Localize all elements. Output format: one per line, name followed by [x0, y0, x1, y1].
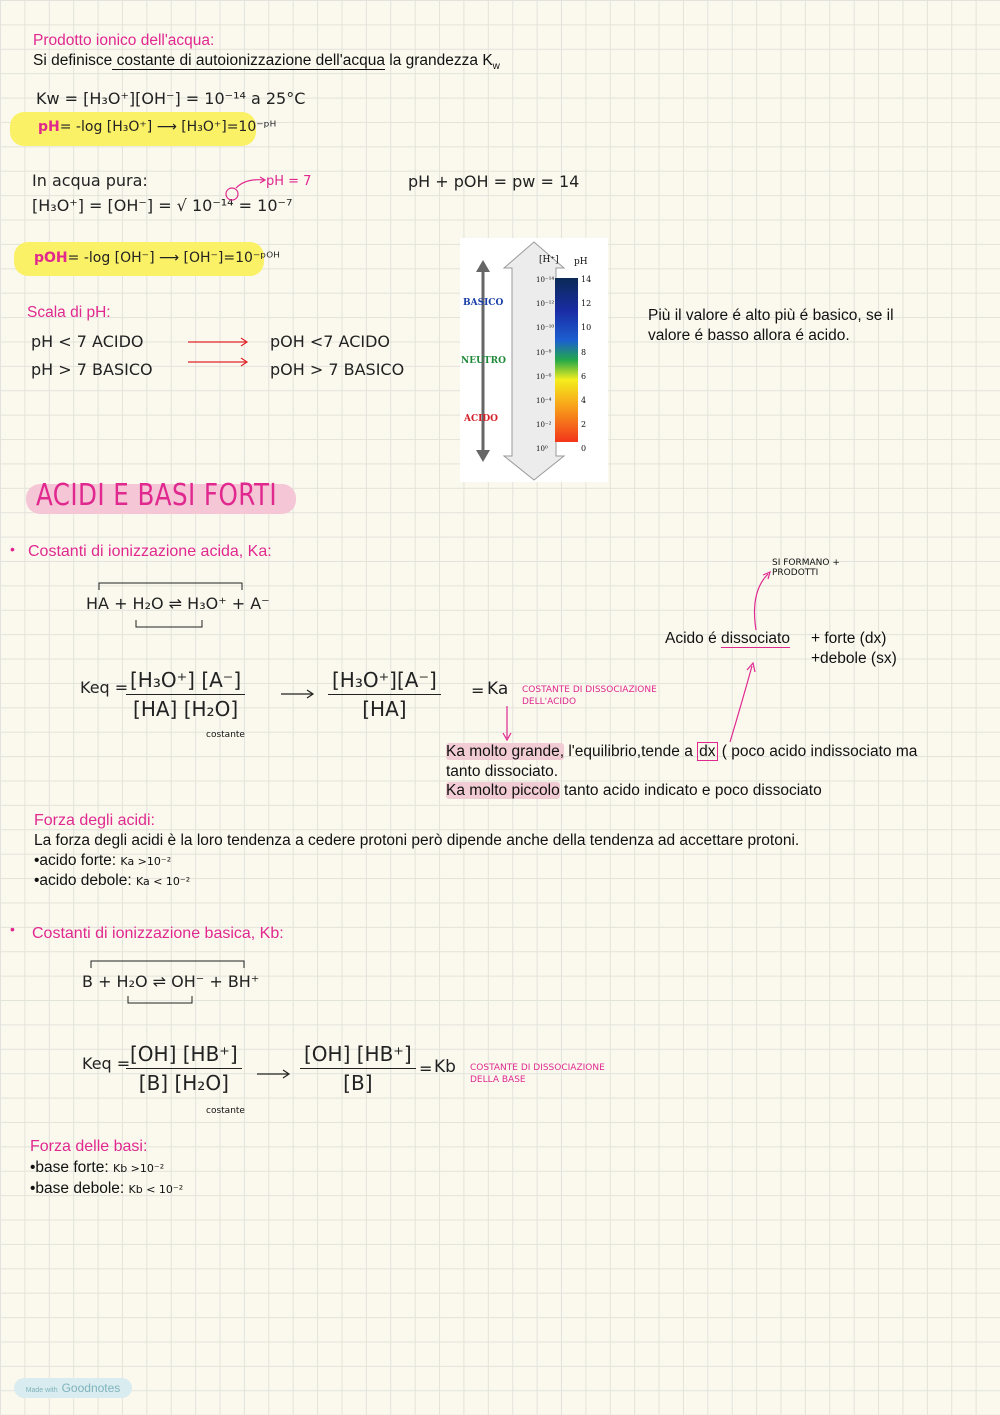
acid-strong-val: Ka >10⁻²	[120, 855, 172, 868]
ph-poh-sum: pH + pOH = pw = 14	[408, 172, 580, 191]
base-strong-val: Kb >10⁻²	[112, 1162, 165, 1175]
ka-big-mid: l'equilibrio,tende a	[564, 743, 698, 760]
base-reaction: B + H₂O ⇌ OH⁻ + BH⁺	[82, 972, 260, 991]
h-tick: 10⁻⁶	[536, 372, 552, 381]
acid-weak-line	[34, 871, 190, 892]
acid-force-def: La forza degli acidi è la loro tendenza a cedere protoni però dipende anche della tendenza ad accettare protoni.	[34, 832, 800, 849]
h-tick: 10⁻¹²	[536, 300, 555, 309]
ph7-note: pH = 7	[266, 174, 312, 189]
pure-water-formula: [H₃O⁺] = [OH⁻] = √ 10⁻¹⁴ = 10⁻⁷	[32, 196, 293, 215]
acid-weak-val: Ka < 10⁻²	[135, 875, 191, 888]
base-kb-eq: =	[419, 1059, 433, 1078]
ph-formula-line	[38, 119, 276, 135]
dissoc-weak: +debole (sx)	[811, 650, 897, 667]
acid-arrow-icon	[280, 688, 316, 700]
ph-tick: 14	[581, 275, 592, 284]
acid-keq-num: [H₃O⁺] [A⁻]	[126, 668, 245, 695]
base-keq-den: [B] [H₂O]	[138, 1071, 229, 1095]
poh-formula: = -log [OH⁻] ⟶ [OH⁻]=10⁻ᵖᴼᴴ	[67, 250, 280, 266]
acid-reaction: HA + H₂O ⇌ H₃O⁺ + A⁻	[86, 594, 270, 613]
acid-ka-fraction	[328, 668, 441, 721]
bullet-icon: •	[10, 921, 15, 937]
ka-down-arrow-icon	[500, 704, 514, 744]
acid-keq-label: Keq =	[80, 678, 129, 697]
scale-label-neutro: NEUTRO	[461, 356, 506, 366]
base-kb-note: COSTANTE DI DISSOCIAZIONE DELLA BASE	[470, 1063, 605, 1085]
acid-strong: •acido forte:	[34, 852, 121, 869]
base-weak: •base debole:	[30, 1180, 129, 1197]
ph-tick: 8	[581, 347, 587, 357]
h-tick: 10⁰	[536, 445, 548, 454]
base-weak-val: Kb < 10⁻²	[128, 1183, 184, 1196]
h-tick: 10⁻¹⁰	[536, 324, 555, 333]
ph-scale-image	[460, 238, 608, 482]
ph-formula: = -log [H₃O⁺] ⟶ [H₃O⁺]=10⁻ᵖᴴ	[59, 119, 277, 135]
scale-col-ph: pH	[574, 257, 588, 267]
scale-row-2-right: pOH > 7 BASICO	[270, 360, 405, 379]
acid-ka-num: [H₃O⁺][A⁻]	[328, 668, 441, 695]
poh-label: pOH	[34, 250, 68, 266]
acid-ka-eq: =	[471, 681, 485, 700]
scale-label-acido: ACIDO	[464, 414, 499, 424]
base-kb: Kb	[434, 1057, 456, 1077]
dissoc-word: dissociato	[721, 630, 790, 647]
ph-tick: 2	[581, 420, 587, 430]
base-kb-fraction	[300, 1042, 416, 1095]
kw-def-sub: w	[492, 61, 500, 73]
h-tick: 10⁻⁸	[536, 348, 552, 357]
kw-def-pre: Si definisce	[33, 52, 113, 69]
badge-made-with: Made with	[25, 1387, 58, 1394]
base-keq-label: Keq =	[82, 1054, 131, 1073]
dissoc-note-small: SI FORMANO + PRODOTTI	[772, 558, 840, 578]
h-tick: 10⁻⁴	[536, 397, 552, 406]
ka-big-line2: tanto dissociato.	[446, 763, 559, 780]
pure-water-label: In acqua pura:	[32, 171, 148, 190]
base-arrow-icon	[256, 1068, 292, 1080]
acid-strong-line	[34, 851, 171, 872]
ph-tick: 12	[581, 299, 592, 309]
acid-weak: •acido debole:	[34, 872, 136, 889]
ka-big-line	[446, 742, 917, 762]
scale-row-2-left: pH > 7 BASICO	[31, 360, 153, 379]
dissoc-line	[665, 629, 790, 649]
scale-h-ticks	[536, 268, 554, 462]
acid-ka-den: [HA]	[362, 697, 407, 721]
section-title-prodotto-ionico: Prodotto ionico dell'acqua:	[33, 32, 215, 49]
base-heading: Costanti di ionizzazione basica, Kb:	[32, 925, 284, 942]
ka-big-mark: Ka molto grande,	[446, 743, 565, 760]
ka-big-dx: dx	[699, 743, 716, 760]
section-title-acidi-basi: ACIDI E BASI FORTI	[36, 478, 278, 513]
scale-ph-ticks	[581, 268, 591, 462]
scale-row-1-right: pOH <7 ACIDO	[270, 332, 391, 351]
ka-small-rest: tanto acido indicato e poco dissociato	[559, 782, 822, 799]
scale-label-basico: BASICO	[463, 298, 504, 308]
ph7-arrow-icon	[222, 172, 272, 208]
ph-tick: 0	[581, 444, 587, 454]
ka-small-mark: Ka molto piccolo	[446, 782, 560, 799]
dissoc-pre: Acido é	[665, 630, 722, 647]
h-tick: 10⁻¹⁴	[536, 276, 555, 284]
base-force-title: Forza delle basi:	[30, 1138, 148, 1155]
dissoc-arrows-icon	[720, 562, 780, 752]
scale-note: Più il valore é alto più é basico, se il valore é basso allora é acido.	[648, 307, 894, 344]
base-keq-costante: costante	[206, 1106, 245, 1116]
acid-heading: Costanti di ionizzazione acida, Ka:	[28, 543, 272, 560]
ph-tick: 6	[581, 371, 587, 381]
base-kb-num: [OH] [HB⁺]	[300, 1042, 416, 1069]
kw-def-term: costante di autoionizzazione dell'acqua	[112, 52, 385, 69]
ph-tick: 10	[581, 323, 592, 333]
badge-brand: Goodnotes	[61, 1381, 121, 1395]
ph-tick: 4	[581, 396, 587, 406]
scale-arrows-icon	[186, 334, 250, 374]
base-weak-line	[30, 1179, 183, 1200]
acid-force-title: Forza degli acidi:	[34, 812, 155, 829]
scale-row-1-left: pH < 7 ACIDO	[31, 332, 144, 351]
acid-keq-costante: costante	[206, 730, 245, 740]
h-tick: 10⁻²	[536, 421, 552, 430]
bullet-icon: •	[10, 541, 15, 557]
kw-definition	[33, 51, 500, 77]
base-strong-line	[30, 1158, 164, 1179]
ka-big-rest: ( poco acido indissociato ma	[717, 743, 918, 760]
kw-formula: Kw = [H₃O⁺][OH⁻] = 10⁻¹⁴ a 25°C	[36, 89, 306, 108]
scale-col-h: [H⁺]	[539, 255, 559, 265]
base-keq-num: [OH] [HB⁺]	[126, 1042, 242, 1069]
acid-ka-note: COSTANTE DI DISSOCIAZIONE DELL'ACIDO	[522, 685, 657, 707]
ph-label: pH	[38, 119, 60, 135]
base-strong: •base forte:	[30, 1159, 113, 1176]
base-kb-den: [B]	[343, 1071, 373, 1095]
acid-keq-den: [HA] [H₂O]	[133, 697, 239, 721]
poh-formula-line	[34, 250, 280, 266]
base-keq-fraction	[126, 1042, 242, 1095]
acid-keq-fraction	[126, 668, 245, 721]
acid-ka: Ka	[487, 679, 509, 699]
scale-title: Scala di pH:	[27, 304, 111, 321]
kw-def-post: la grandezza K	[384, 52, 493, 69]
dissoc-strong: + forte (dx)	[811, 630, 887, 647]
goodnotes-badge	[14, 1378, 132, 1398]
ka-small-line	[446, 781, 822, 801]
